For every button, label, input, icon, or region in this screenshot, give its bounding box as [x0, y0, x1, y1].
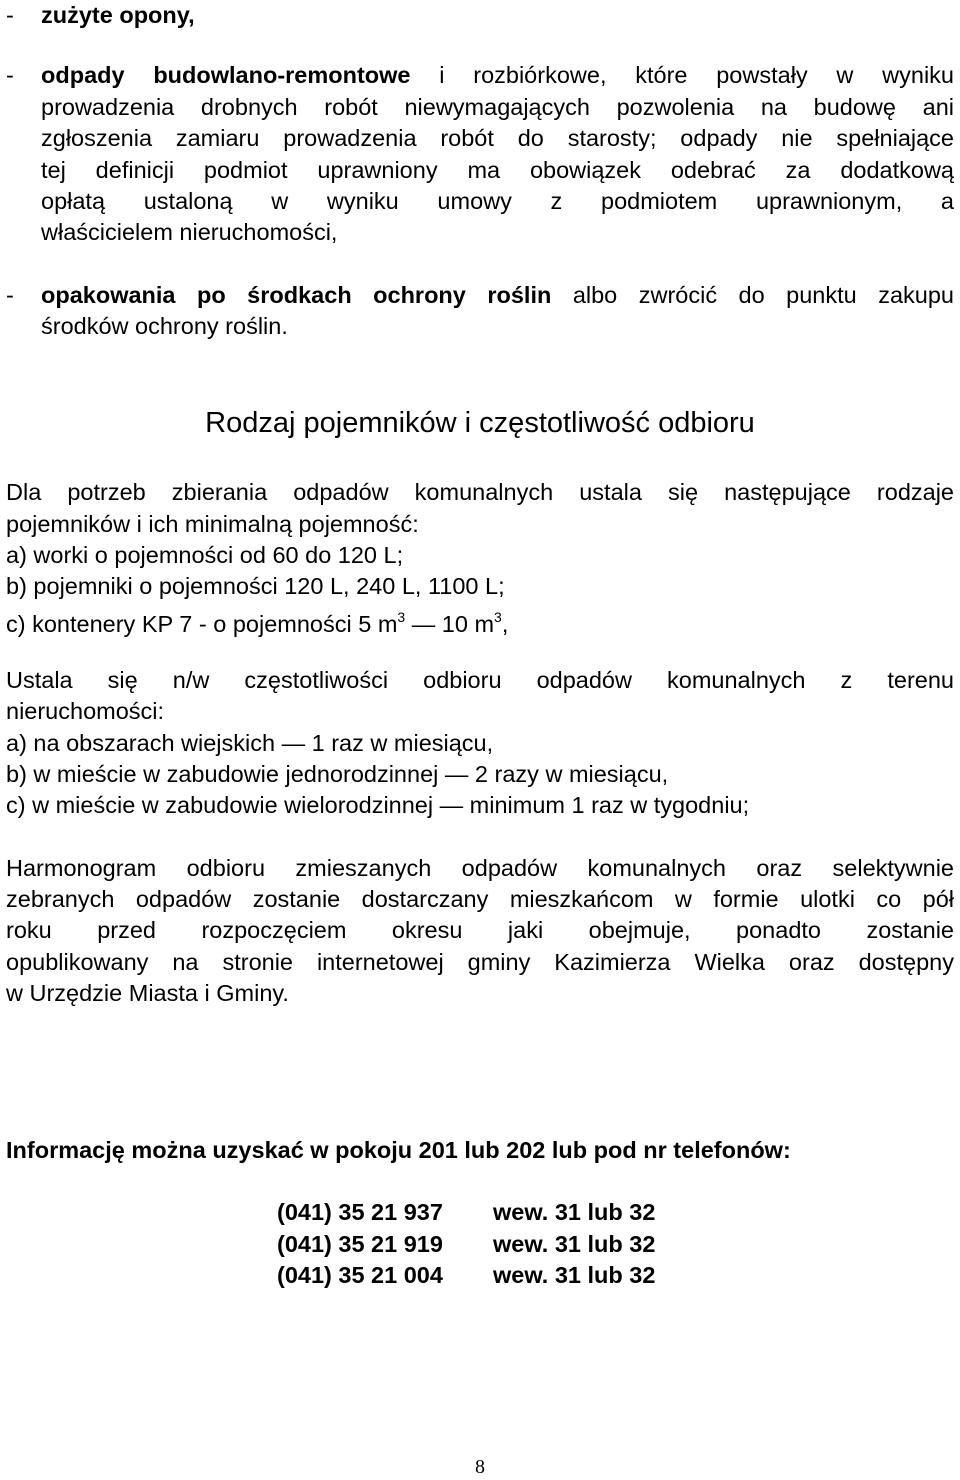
phone-row — [277, 1230, 655, 1258]
paragraph-line: opłatą ustaloną w wyniku umowy z podmiotem uprawnionym, a — [41, 188, 954, 214]
list-dash: - — [6, 2, 14, 28]
paragraph-line: w Urzędzie Miasta i Gminy. — [6, 980, 289, 1006]
page-number: 8 — [475, 1456, 485, 1478]
info-heading: Informację można uzyskać w pokoju 201 lub 202 lub pod nr telefonów: — [6, 1137, 791, 1163]
paragraph-line: prowadzenia drobnych robót niewymagających pozwolenia na budowę ani — [41, 94, 954, 120]
paragraph-line: roku przed rozpoczęciem okresu jaki obejmuje, ponadto zostanie — [6, 917, 954, 943]
phone-row — [277, 1198, 655, 1226]
frequency-item: c) w mieście w zabudowie wielorodzinnej — minimum 1 raz w tygodniu; — [6, 792, 750, 818]
list-item-used-tyres: zużyte opony, — [41, 2, 195, 28]
phone-number: (041) 35 21 937 — [277, 1199, 443, 1225]
list-dash: - — [6, 282, 14, 308]
list-item-pesticide-packaging: opakowania po środkach ochrony roślin albo zwrócić do punktu zakupu — [41, 282, 954, 308]
phone-number: (041) 35 21 004 — [277, 1262, 443, 1288]
phone-extension: wew. 31 lub 32 — [493, 1199, 656, 1225]
paragraph-line: Dla potrzeb zbierania odpadów komunalnych ustala się następujące rodzaje — [6, 479, 954, 505]
list-item-construction-waste: odpady budowlano-remontowe i rozbiórkowe, które powstały w wyniku — [41, 62, 954, 88]
paragraph-line: zgłoszenia zamiaru prowadzenia robót do starosty; odpady nie spełniające — [41, 125, 954, 151]
list-dash: - — [6, 62, 14, 88]
paragraph-line: nieruchomości: — [6, 698, 165, 724]
paragraph-line: Harmonogram odbioru zmieszanych odpadów komunalnych oraz selektywnie — [6, 855, 954, 881]
paragraph-line: opublikowany na stronie internetowej gminy Kazimierza Wielka oraz dostępny — [6, 949, 954, 975]
container-item: c) kontenery KP 7 - o pojemności 5 $m^3$ — 10 $m^3$, — [6, 609, 509, 637]
phone-row — [277, 1261, 655, 1289]
phone-number: (041) 35 21 919 — [277, 1231, 443, 1257]
paragraph-line: właścicielem nieruchomości, — [41, 219, 338, 245]
paragraph-line: Ustala się n/w częstotliwości odbioru odpadów komunalnych z terenu — [6, 667, 954, 693]
container-item: b) pojemniki o pojemności 120 L, 240 L, 1100 L; — [6, 573, 505, 599]
frequency-item: a) na obszarach wiejskich — 1 raz w miesiącu, — [6, 730, 494, 756]
frequency-item: b) w mieście w zabudowie jednorodzinnej — 2 razy w miesiącu, — [6, 761, 669, 787]
phone-extension: wew. 31 lub 32 — [493, 1231, 656, 1257]
phone-extension: wew. 31 lub 32 — [493, 1262, 656, 1288]
paragraph-line: środków ochrony roślin. — [41, 313, 288, 339]
paragraph-line: tej definicji podmiot uprawniony ma obowiązek odebrać za dodatkową — [41, 157, 954, 183]
container-item: a) worki o pojemności od 60 do 120 L; — [6, 542, 404, 568]
paragraph-line: pojemników i ich minimalną pojemność: — [6, 511, 419, 537]
paragraph-line: zebranych odpadów zostanie dostarczany mieszkańcom w formie ulotki co pół — [6, 886, 954, 912]
section-title: Rodzaj pojemników i częstotliwość odbioru — [205, 407, 755, 439]
